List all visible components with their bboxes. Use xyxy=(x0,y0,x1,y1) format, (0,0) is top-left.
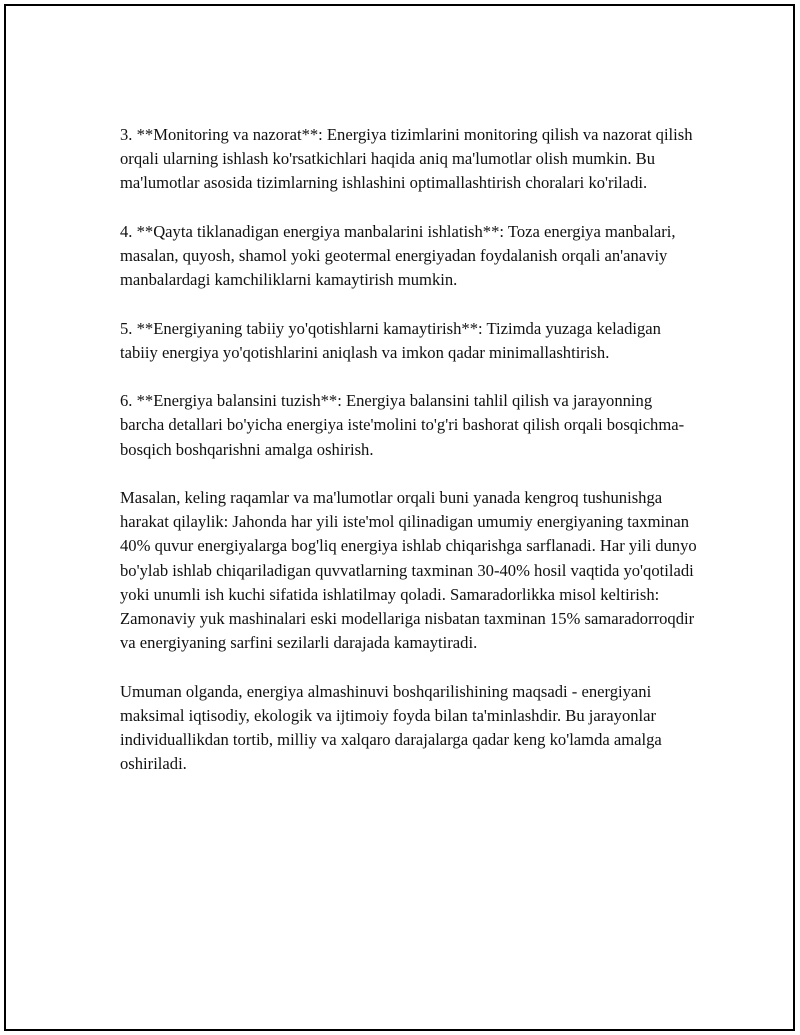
paragraph-conclusion: Umuman olganda, energiya almashinuvi boshqarilishining maqsadi - energiyani maksimal iqtisodiy, ekologik va ijtimoiy foyda bilan ta'minlashdir. Bu jarayonlar individuallikdan tortib, milliy va xalqaro darajalarga qadar keng ko'lamda amalga oshiriladi. xyxy=(120,681,662,774)
paragraph-example-statistics: Masalan, keling raqamlar va ma'lumotlar orqali buni yanada kengroq tushunishga harakat qilaylik: Jahonda har yili iste'mol qilinadigan umumiy energiyaning taxminan 40% quvur energiyalarga bog'liq energiya ishlab chiqarishga sarflanadi. Har yili dunyo bo'ylab ishlab chiqariladigan quvvatlarning taxminan 30-40% hosil vaqtida yo'qotiladi yoki unumli ish kuchi sifatida ishlatilmay qoladi. Samaradorlikka misol keltirish: Zamonaviy yuk mashinalari eski modellariga nisbatan taxminan 15% samaradorroqdir va energiyaning sarfini sezilarli darajada kamaytiradi. xyxy=(120,487,697,653)
document-page xyxy=(4,4,795,1031)
paragraph-monitoring: 3. **Monitoring va nazorat**: Energiya tizimlarini monitoring qilish va nazorat qilish orqali ularning ishlash ko'rsatkichlari haqida aniq ma'lumotlar olish mumkin. Bu ma'lumotlar asosida tizimlarning ishlashini optimallashtirish choralari ko'riladi. xyxy=(120,125,693,193)
document-body xyxy=(120,123,700,801)
paragraph-energy-losses: 5. **Energiyaning tabiiy yo'qotishlarni kamaytirish**: Tizimda yuzaga keladigan tabiiy energiya yo'qotishlarini aniqlash va imkon qadar minimallashtirish. xyxy=(120,318,661,362)
paragraph-renewable-energy: 4. **Qayta tiklanadigan energiya manbalarini ishlatish**: Toza energiya manbalari, masalan, quyosh, shamol yoki geotermal energiyadan foydalanish orqali an'anaviy manbalardagi kamchiliklarni kamaytirish mumkin. xyxy=(120,221,676,290)
paragraph-energy-balance: 6. **Energiya balansini tuzish**: Energiya balansini tahlil qilish va jarayonning barcha detallari bo'yicha energiya iste'molini to'g'ri bashorat qilish orqali bosqichma-bosqich boshqarishni amalga oshirish. xyxy=(120,391,685,459)
